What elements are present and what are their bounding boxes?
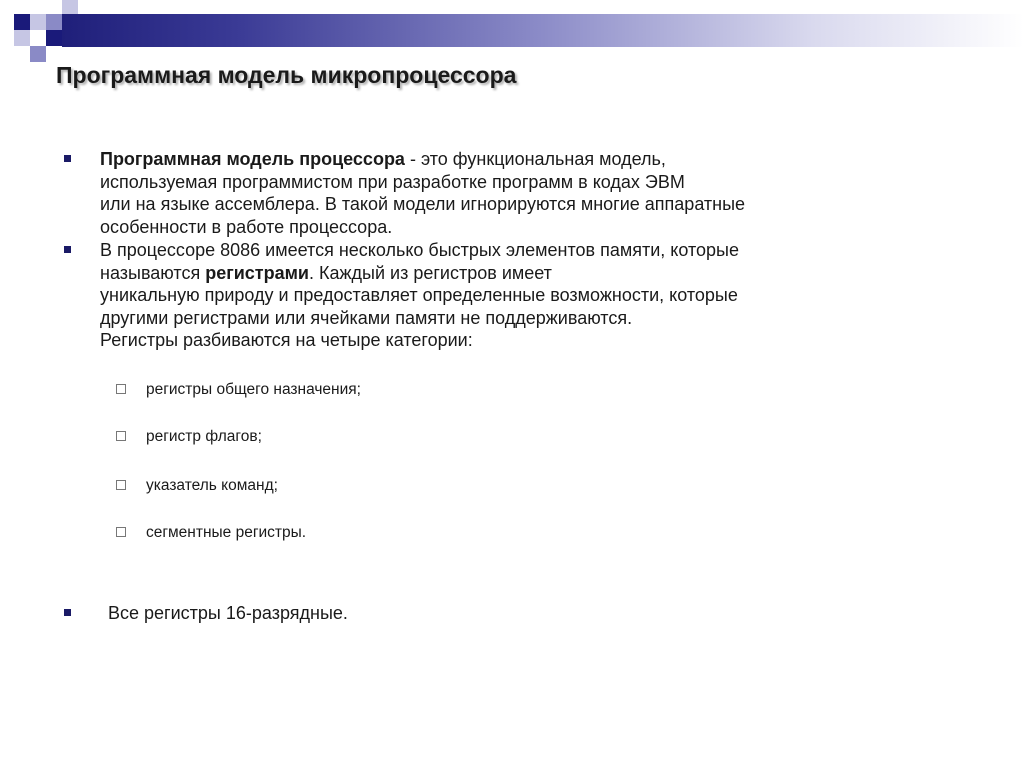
decor-square-icon	[14, 30, 30, 46]
square-bullet-icon	[64, 609, 71, 616]
square-bullet-icon	[64, 246, 71, 253]
slide-title: Программная модель микропроцессора	[56, 62, 517, 88]
bullet-line: используемая программистом при разработке программ в кодах ЭВМ	[100, 171, 685, 192]
bullet-item	[100, 148, 940, 238]
bullet-line: Все регистры 16-разрядные.	[108, 603, 348, 623]
bullet-line: или на языке ассемблера. В такой модели игнорируются многие аппаратные	[100, 194, 746, 214]
sub-bullet-text: регистр флагов;	[146, 428, 262, 445]
bullet-text: называются	[100, 262, 206, 283]
hollow-square-bullet-icon	[116, 527, 126, 537]
decor-square-icon	[30, 14, 46, 30]
bullet-text: - это функциональная модель,	[404, 149, 666, 169]
square-bullet-icon	[64, 155, 71, 162]
hollow-square-bullet-icon	[116, 431, 126, 441]
bullet-line: уникальную природу и предоставляет определенные возможности, которые	[100, 285, 738, 305]
sub-bullet-text: регистры общего назначения;	[146, 381, 361, 398]
sub-bullet-item	[146, 428, 262, 446]
decor-square-icon	[30, 46, 46, 62]
bullet-line	[100, 148, 940, 171]
bold-term: регистрами	[205, 262, 309, 283]
bullet-line: В процессоре 8086 имеется несколько быстрых элементов памяти, которые	[100, 240, 739, 260]
bullet-line: Регистры разбиваются на четыре категории:	[100, 330, 473, 350]
sub-bullet-item	[146, 381, 361, 399]
hollow-square-bullet-icon	[116, 384, 126, 394]
bullet-line: другими регистрами или ячейками памяти не поддерживаются.	[100, 307, 633, 328]
bold-term: Программная модель процессора	[100, 149, 405, 169]
bullet-line: особенности в работе процессора.	[100, 216, 393, 237]
sub-bullet-text: сегментные регистры.	[146, 524, 307, 541]
sub-bullet-item	[146, 524, 306, 542]
bullet-line	[100, 262, 940, 285]
sub-bullet-item	[146, 477, 278, 495]
header-gradient-bar	[62, 14, 1024, 47]
decor-square-icon	[46, 14, 62, 30]
sub-bullet-text: указатель команд;	[146, 477, 278, 494]
decor-square-icon	[46, 30, 62, 46]
bullet-item	[100, 239, 940, 352]
bullet-text: . Каждый из регистров имеет	[309, 262, 552, 283]
decor-square-icon	[14, 14, 30, 30]
hollow-square-bullet-icon	[116, 480, 126, 490]
bullet-item	[100, 602, 940, 625]
